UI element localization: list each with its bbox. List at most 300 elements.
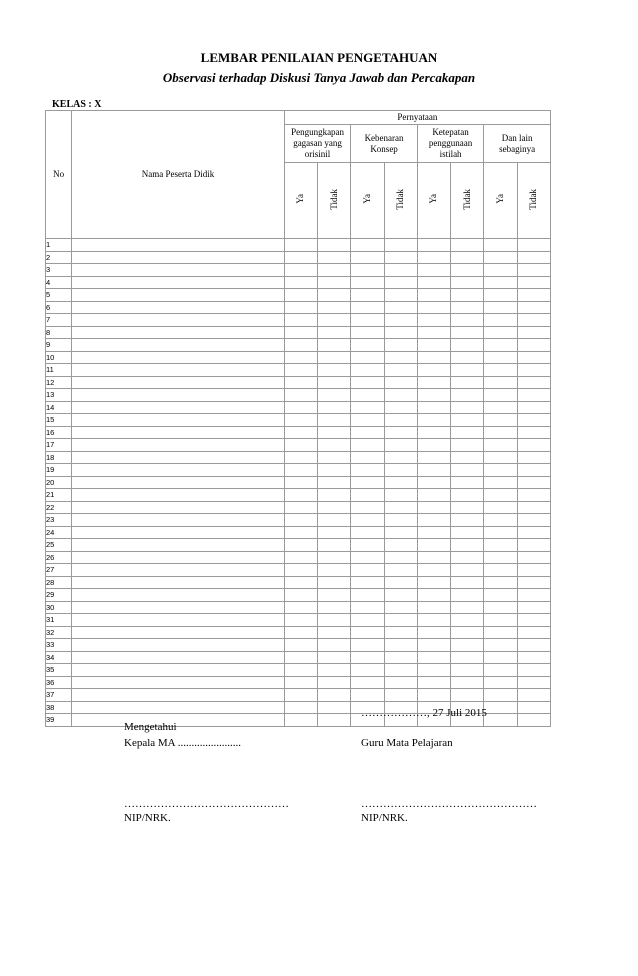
tidak-cell[interactable] (451, 564, 484, 577)
ya-cell[interactable] (417, 276, 450, 289)
ya-cell[interactable] (484, 464, 517, 477)
ya-cell[interactable] (417, 301, 450, 314)
ya-cell[interactable] (484, 326, 517, 339)
ya-cell[interactable] (417, 239, 450, 252)
tidak-cell[interactable] (318, 301, 351, 314)
ya-cell[interactable] (484, 589, 517, 602)
tidak-cell[interactable] (384, 289, 417, 302)
tidak-cell[interactable] (517, 664, 550, 677)
ya-cell[interactable] (284, 676, 317, 689)
ya-cell[interactable] (284, 539, 317, 552)
tidak-cell[interactable] (384, 589, 417, 602)
student-name-cell[interactable] (72, 539, 285, 552)
ya-cell[interactable] (284, 601, 317, 614)
ya-cell[interactable] (484, 414, 517, 427)
tidak-cell[interactable] (384, 426, 417, 439)
student-name-cell[interactable] (72, 414, 285, 427)
ya-cell[interactable] (484, 289, 517, 302)
ya-cell[interactable] (484, 564, 517, 577)
tidak-cell[interactable] (451, 264, 484, 277)
tidak-cell[interactable] (517, 239, 550, 252)
tidak-cell[interactable] (384, 314, 417, 327)
tidak-cell[interactable] (318, 601, 351, 614)
student-name-cell[interactable] (72, 389, 285, 402)
ya-cell[interactable] (351, 451, 384, 464)
tidak-cell[interactable] (517, 264, 550, 277)
student-name-cell[interactable] (72, 639, 285, 652)
tidak-cell[interactable] (517, 414, 550, 427)
ya-cell[interactable] (417, 289, 450, 302)
tidak-cell[interactable] (318, 326, 351, 339)
tidak-cell[interactable] (384, 539, 417, 552)
tidak-cell[interactable] (517, 676, 550, 689)
tidak-cell[interactable] (384, 664, 417, 677)
ya-cell[interactable] (417, 576, 450, 589)
student-name-cell[interactable] (72, 526, 285, 539)
tidak-cell[interactable] (517, 276, 550, 289)
ya-cell[interactable] (351, 626, 384, 639)
ya-cell[interactable] (484, 264, 517, 277)
ya-cell[interactable] (284, 526, 317, 539)
student-name-cell[interactable] (72, 626, 285, 639)
ya-cell[interactable] (284, 651, 317, 664)
student-name-cell[interactable] (72, 601, 285, 614)
tidak-cell[interactable] (384, 264, 417, 277)
ya-cell[interactable] (284, 464, 317, 477)
ya-cell[interactable] (417, 489, 450, 502)
ya-cell[interactable] (284, 326, 317, 339)
student-name-cell[interactable] (72, 451, 285, 464)
ya-cell[interactable] (284, 689, 317, 702)
tidak-cell[interactable] (451, 314, 484, 327)
ya-cell[interactable] (351, 676, 384, 689)
tidak-cell[interactable] (384, 339, 417, 352)
ya-cell[interactable] (417, 351, 450, 364)
tidak-cell[interactable] (318, 476, 351, 489)
ya-cell[interactable] (284, 501, 317, 514)
tidak-cell[interactable] (451, 576, 484, 589)
ya-cell[interactable] (484, 551, 517, 564)
tidak-cell[interactable] (451, 664, 484, 677)
ya-cell[interactable] (417, 389, 450, 402)
tidak-cell[interactable] (318, 626, 351, 639)
tidak-cell[interactable] (384, 651, 417, 664)
tidak-cell[interactable] (318, 676, 351, 689)
tidak-cell[interactable] (517, 539, 550, 552)
tidak-cell[interactable] (451, 364, 484, 377)
tidak-cell[interactable] (318, 714, 351, 727)
tidak-cell[interactable] (517, 651, 550, 664)
tidak-cell[interactable] (517, 564, 550, 577)
ya-cell[interactable] (417, 439, 450, 452)
student-name-cell[interactable] (72, 701, 285, 714)
ya-cell[interactable] (351, 414, 384, 427)
ya-cell[interactable] (484, 351, 517, 364)
tidak-cell[interactable] (517, 364, 550, 377)
ya-cell[interactable] (484, 426, 517, 439)
tidak-cell[interactable] (318, 351, 351, 364)
student-name-cell[interactable] (72, 239, 285, 252)
ya-cell[interactable] (484, 576, 517, 589)
ya-cell[interactable] (284, 564, 317, 577)
ya-cell[interactable] (351, 401, 384, 414)
ya-cell[interactable] (417, 639, 450, 652)
tidak-cell[interactable] (517, 514, 550, 527)
tidak-cell[interactable] (451, 589, 484, 602)
tidak-cell[interactable] (384, 251, 417, 264)
tidak-cell[interactable] (451, 276, 484, 289)
tidak-cell[interactable] (451, 476, 484, 489)
tidak-cell[interactable] (451, 464, 484, 477)
ya-cell[interactable] (351, 239, 384, 252)
ya-cell[interactable] (484, 301, 517, 314)
student-name-cell[interactable] (72, 426, 285, 439)
tidak-cell[interactable] (517, 476, 550, 489)
ya-cell[interactable] (417, 526, 450, 539)
ya-cell[interactable] (484, 651, 517, 664)
tidak-cell[interactable] (318, 451, 351, 464)
ya-cell[interactable] (484, 676, 517, 689)
ya-cell[interactable] (284, 489, 317, 502)
ya-cell[interactable] (284, 589, 317, 602)
ya-cell[interactable] (417, 514, 450, 527)
ya-cell[interactable] (417, 614, 450, 627)
tidak-cell[interactable] (451, 689, 484, 702)
tidak-cell[interactable] (384, 351, 417, 364)
ya-cell[interactable] (351, 639, 384, 652)
ya-cell[interactable] (484, 276, 517, 289)
ya-cell[interactable] (484, 539, 517, 552)
ya-cell[interactable] (417, 251, 450, 264)
tidak-cell[interactable] (451, 251, 484, 264)
tidak-cell[interactable] (384, 439, 417, 452)
ya-cell[interactable] (284, 264, 317, 277)
ya-cell[interactable] (284, 701, 317, 714)
ya-cell[interactable] (284, 614, 317, 627)
ya-cell[interactable] (351, 501, 384, 514)
tidak-cell[interactable] (517, 576, 550, 589)
ya-cell[interactable] (284, 276, 317, 289)
tidak-cell[interactable] (318, 651, 351, 664)
tidak-cell[interactable] (318, 376, 351, 389)
ya-cell[interactable] (351, 276, 384, 289)
ya-cell[interactable] (484, 376, 517, 389)
tidak-cell[interactable] (318, 239, 351, 252)
tidak-cell[interactable] (318, 564, 351, 577)
ya-cell[interactable] (351, 489, 384, 502)
ya-cell[interactable] (351, 651, 384, 664)
ya-cell[interactable] (484, 251, 517, 264)
tidak-cell[interactable] (517, 339, 550, 352)
ya-cell[interactable] (284, 314, 317, 327)
ya-cell[interactable] (351, 351, 384, 364)
tidak-cell[interactable] (384, 551, 417, 564)
tidak-cell[interactable] (517, 614, 550, 627)
ya-cell[interactable] (284, 439, 317, 452)
tidak-cell[interactable] (384, 689, 417, 702)
student-name-cell[interactable] (72, 489, 285, 502)
tidak-cell[interactable] (384, 276, 417, 289)
ya-cell[interactable] (484, 239, 517, 252)
ya-cell[interactable] (284, 551, 317, 564)
student-name-cell[interactable] (72, 351, 285, 364)
ya-cell[interactable] (417, 539, 450, 552)
ya-cell[interactable] (284, 639, 317, 652)
ya-cell[interactable] (351, 476, 384, 489)
ya-cell[interactable] (351, 314, 384, 327)
ya-cell[interactable] (417, 476, 450, 489)
student-name-cell[interactable] (72, 364, 285, 377)
tidak-cell[interactable] (384, 389, 417, 402)
tidak-cell[interactable] (318, 364, 351, 377)
tidak-cell[interactable] (318, 314, 351, 327)
ya-cell[interactable] (484, 639, 517, 652)
student-name-cell[interactable] (72, 439, 285, 452)
tidak-cell[interactable] (517, 401, 550, 414)
tidak-cell[interactable] (517, 589, 550, 602)
ya-cell[interactable] (351, 514, 384, 527)
ya-cell[interactable] (484, 489, 517, 502)
tidak-cell[interactable] (318, 589, 351, 602)
tidak-cell[interactable] (384, 326, 417, 339)
tidak-cell[interactable] (318, 551, 351, 564)
tidak-cell[interactable] (384, 489, 417, 502)
tidak-cell[interactable] (384, 676, 417, 689)
tidak-cell[interactable] (451, 301, 484, 314)
tidak-cell[interactable] (451, 551, 484, 564)
ya-cell[interactable] (417, 664, 450, 677)
tidak-cell[interactable] (451, 376, 484, 389)
ya-cell[interactable] (417, 326, 450, 339)
ya-cell[interactable] (351, 589, 384, 602)
ya-cell[interactable] (417, 401, 450, 414)
tidak-cell[interactable] (451, 626, 484, 639)
tidak-cell[interactable] (318, 464, 351, 477)
tidak-cell[interactable] (517, 289, 550, 302)
student-name-cell[interactable] (72, 401, 285, 414)
ya-cell[interactable] (484, 439, 517, 452)
ya-cell[interactable] (484, 714, 517, 727)
student-name-cell[interactable] (72, 576, 285, 589)
ya-cell[interactable] (284, 364, 317, 377)
tidak-cell[interactable] (384, 526, 417, 539)
tidak-cell[interactable] (318, 251, 351, 264)
tidak-cell[interactable] (451, 414, 484, 427)
tidak-cell[interactable] (384, 414, 417, 427)
ya-cell[interactable] (417, 364, 450, 377)
tidak-cell[interactable] (384, 239, 417, 252)
tidak-cell[interactable] (318, 614, 351, 627)
tidak-cell[interactable] (451, 451, 484, 464)
tidak-cell[interactable] (318, 639, 351, 652)
tidak-cell[interactable] (318, 389, 351, 402)
ya-cell[interactable] (351, 289, 384, 302)
tidak-cell[interactable] (451, 239, 484, 252)
tidak-cell[interactable] (384, 301, 417, 314)
student-name-cell[interactable] (72, 614, 285, 627)
tidak-cell[interactable] (384, 401, 417, 414)
student-name-cell[interactable] (72, 714, 285, 727)
ya-cell[interactable] (351, 264, 384, 277)
ya-cell[interactable] (284, 576, 317, 589)
student-name-cell[interactable] (72, 276, 285, 289)
ya-cell[interactable] (484, 364, 517, 377)
ya-cell[interactable] (284, 376, 317, 389)
ya-cell[interactable] (484, 451, 517, 464)
ya-cell[interactable] (284, 426, 317, 439)
student-name-cell[interactable] (72, 514, 285, 527)
ya-cell[interactable] (417, 564, 450, 577)
tidak-cell[interactable] (318, 664, 351, 677)
tidak-cell[interactable] (384, 376, 417, 389)
tidak-cell[interactable] (384, 364, 417, 377)
student-name-cell[interactable] (72, 326, 285, 339)
ya-cell[interactable] (351, 551, 384, 564)
tidak-cell[interactable] (384, 514, 417, 527)
tidak-cell[interactable] (451, 339, 484, 352)
student-name-cell[interactable] (72, 676, 285, 689)
tidak-cell[interactable] (384, 451, 417, 464)
tidak-cell[interactable] (451, 426, 484, 439)
tidak-cell[interactable] (318, 339, 351, 352)
student-name-cell[interactable] (72, 664, 285, 677)
tidak-cell[interactable] (384, 576, 417, 589)
tidak-cell[interactable] (451, 601, 484, 614)
tidak-cell[interactable] (517, 376, 550, 389)
ya-cell[interactable] (351, 526, 384, 539)
ya-cell[interactable] (284, 339, 317, 352)
ya-cell[interactable] (417, 651, 450, 664)
ya-cell[interactable] (417, 626, 450, 639)
ya-cell[interactable] (351, 614, 384, 627)
ya-cell[interactable] (484, 626, 517, 639)
ya-cell[interactable] (417, 689, 450, 702)
ya-cell[interactable] (484, 389, 517, 402)
tidak-cell[interactable] (517, 714, 550, 727)
tidak-cell[interactable] (517, 551, 550, 564)
student-name-cell[interactable] (72, 689, 285, 702)
tidak-cell[interactable] (517, 451, 550, 464)
ya-cell[interactable] (284, 714, 317, 727)
tidak-cell[interactable] (318, 401, 351, 414)
ya-cell[interactable] (484, 601, 517, 614)
ya-cell[interactable] (417, 314, 450, 327)
tidak-cell[interactable] (451, 651, 484, 664)
ya-cell[interactable] (484, 314, 517, 327)
ya-cell[interactable] (351, 339, 384, 352)
ya-cell[interactable] (284, 351, 317, 364)
ya-cell[interactable] (351, 689, 384, 702)
student-name-cell[interactable] (72, 264, 285, 277)
tidak-cell[interactable] (318, 439, 351, 452)
tidak-cell[interactable] (451, 676, 484, 689)
ya-cell[interactable] (351, 576, 384, 589)
tidak-cell[interactable] (451, 514, 484, 527)
tidak-cell[interactable] (318, 526, 351, 539)
ya-cell[interactable] (284, 664, 317, 677)
tidak-cell[interactable] (517, 501, 550, 514)
tidak-cell[interactable] (451, 326, 484, 339)
student-name-cell[interactable] (72, 289, 285, 302)
student-name-cell[interactable] (72, 476, 285, 489)
ya-cell[interactable] (284, 514, 317, 527)
ya-cell[interactable] (417, 501, 450, 514)
ya-cell[interactable] (417, 376, 450, 389)
tidak-cell[interactable] (384, 501, 417, 514)
tidak-cell[interactable] (318, 501, 351, 514)
ya-cell[interactable] (417, 264, 450, 277)
student-name-cell[interactable] (72, 314, 285, 327)
student-name-cell[interactable] (72, 301, 285, 314)
tidak-cell[interactable] (451, 439, 484, 452)
ya-cell[interactable] (484, 401, 517, 414)
tidak-cell[interactable] (517, 251, 550, 264)
ya-cell[interactable] (484, 339, 517, 352)
tidak-cell[interactable] (451, 614, 484, 627)
ya-cell[interactable] (417, 426, 450, 439)
ya-cell[interactable] (284, 414, 317, 427)
tidak-cell[interactable] (318, 426, 351, 439)
student-name-cell[interactable] (72, 589, 285, 602)
tidak-cell[interactable] (451, 401, 484, 414)
tidak-cell[interactable] (318, 576, 351, 589)
tidak-cell[interactable] (517, 626, 550, 639)
ya-cell[interactable] (417, 414, 450, 427)
tidak-cell[interactable] (451, 289, 484, 302)
student-name-cell[interactable] (72, 376, 285, 389)
ya-cell[interactable] (484, 614, 517, 627)
tidak-cell[interactable] (318, 264, 351, 277)
tidak-cell[interactable] (517, 326, 550, 339)
tidak-cell[interactable] (451, 639, 484, 652)
ya-cell[interactable] (417, 339, 450, 352)
tidak-cell[interactable] (451, 489, 484, 502)
ya-cell[interactable] (484, 501, 517, 514)
ya-cell[interactable] (417, 451, 450, 464)
ya-cell[interactable] (417, 589, 450, 602)
ya-cell[interactable] (484, 701, 517, 714)
tidak-cell[interactable] (517, 689, 550, 702)
ya-cell[interactable] (484, 476, 517, 489)
tidak-cell[interactable] (517, 314, 550, 327)
ya-cell[interactable] (351, 439, 384, 452)
tidak-cell[interactable] (318, 276, 351, 289)
tidak-cell[interactable] (384, 639, 417, 652)
tidak-cell[interactable] (517, 639, 550, 652)
ya-cell[interactable] (284, 476, 317, 489)
student-name-cell[interactable] (72, 339, 285, 352)
tidak-cell[interactable] (384, 564, 417, 577)
ya-cell[interactable] (284, 251, 317, 264)
tidak-cell[interactable] (517, 389, 550, 402)
student-name-cell[interactable] (72, 464, 285, 477)
ya-cell[interactable] (351, 376, 384, 389)
tidak-cell[interactable] (318, 689, 351, 702)
ya-cell[interactable] (417, 676, 450, 689)
ya-cell[interactable] (351, 326, 384, 339)
ya-cell[interactable] (484, 514, 517, 527)
tidak-cell[interactable] (451, 351, 484, 364)
tidak-cell[interactable] (384, 601, 417, 614)
tidak-cell[interactable] (517, 351, 550, 364)
ya-cell[interactable] (284, 401, 317, 414)
tidak-cell[interactable] (318, 489, 351, 502)
tidak-cell[interactable] (318, 539, 351, 552)
ya-cell[interactable] (351, 664, 384, 677)
tidak-cell[interactable] (517, 601, 550, 614)
student-name-cell[interactable] (72, 551, 285, 564)
ya-cell[interactable] (284, 451, 317, 464)
